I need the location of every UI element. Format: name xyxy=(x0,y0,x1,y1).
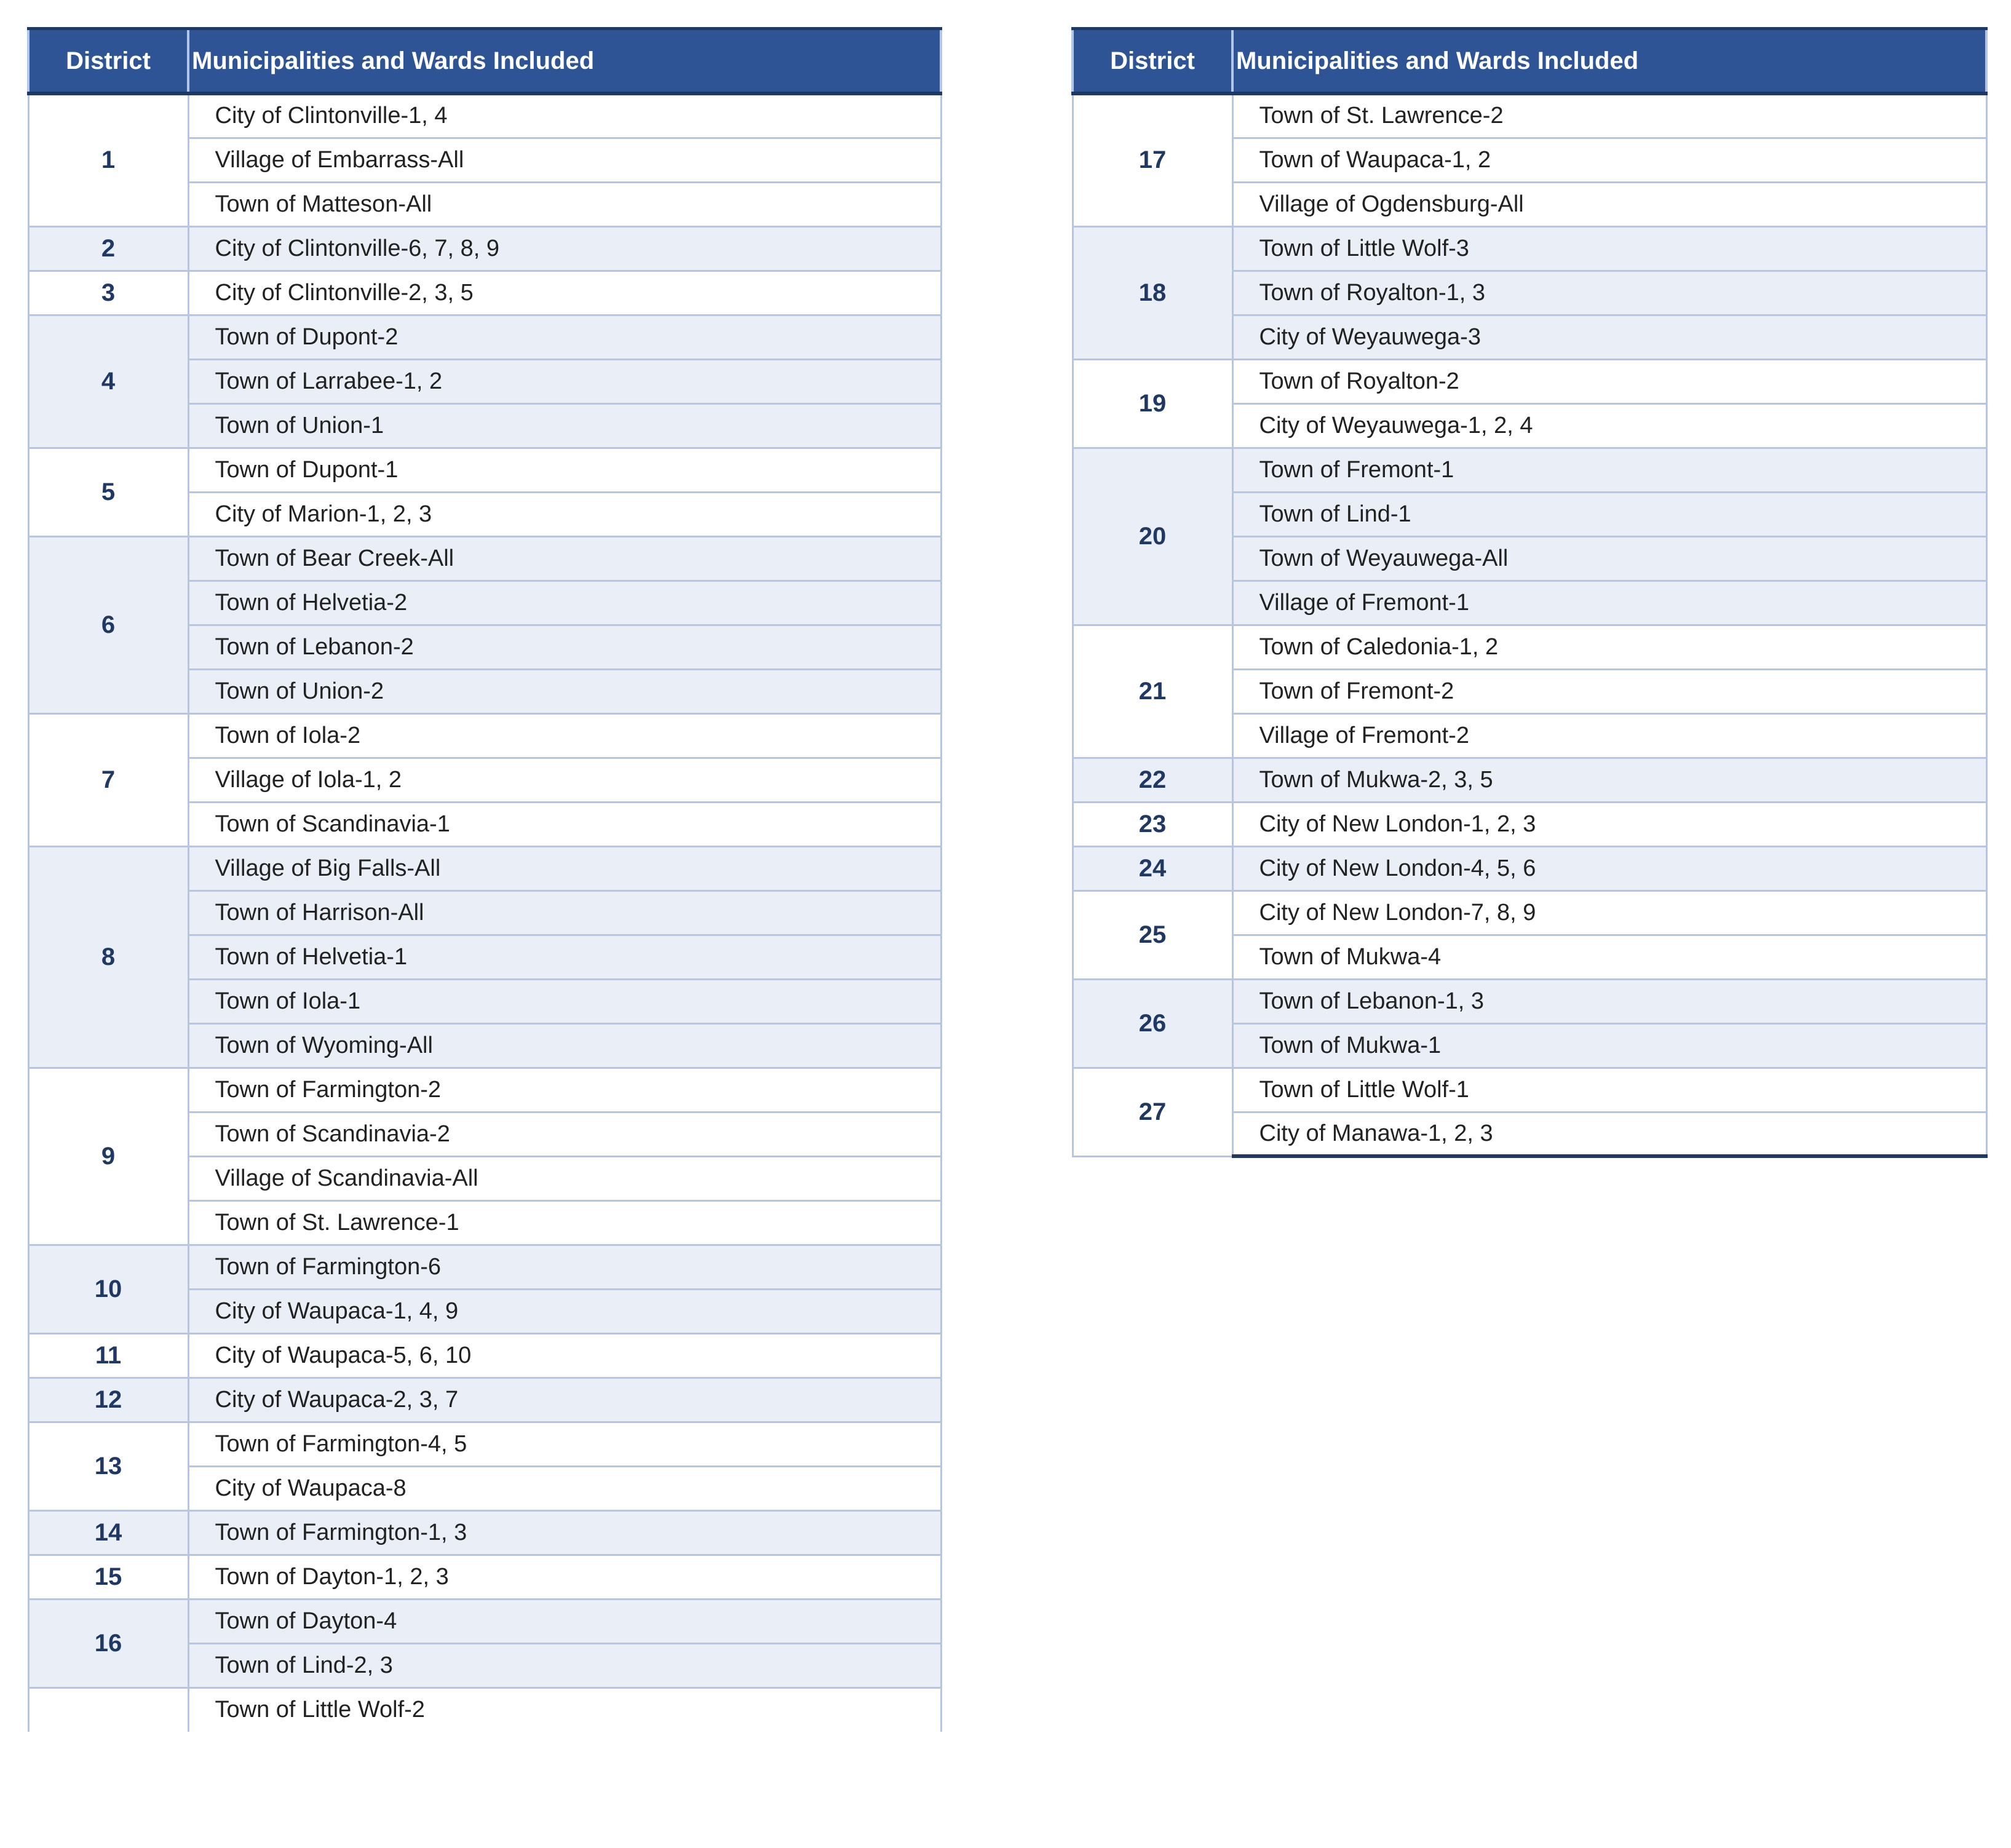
municipality-ward-cell: City of Manawa-1, 2, 3 xyxy=(1232,1112,1986,1156)
district-number: 21 xyxy=(1073,625,1232,758)
municipalities-column-header: Municipalities and Wards Included xyxy=(1232,29,1986,94)
table-row xyxy=(28,1245,941,1289)
table-row xyxy=(28,271,941,315)
municipality-ward-cell: Town of Helvetia-1 xyxy=(188,935,941,979)
district-column-header: District xyxy=(1073,29,1232,94)
district-number: 4 xyxy=(28,315,188,448)
municipality-ward-cell: City of Weyauwega-1, 2, 4 xyxy=(1232,403,1986,448)
district-number: 2 xyxy=(28,226,188,271)
table-body xyxy=(1073,93,1986,1156)
district-number: 19 xyxy=(1073,359,1232,448)
municipality-ward-cell: Town of Helvetia-2 xyxy=(188,581,941,625)
district-number: 15 xyxy=(28,1555,188,1599)
municipality-ward-cell: Town of St. Lawrence-1 xyxy=(188,1200,941,1245)
table-row xyxy=(28,1510,941,1555)
district-number: 16 xyxy=(28,1599,188,1687)
table-row xyxy=(28,1687,941,1732)
municipality-ward-cell: Town of Fremont-1 xyxy=(1232,448,1986,492)
municipality-ward-cell: City of New London-4, 5, 6 xyxy=(1232,846,1986,890)
district-number: 9 xyxy=(28,1068,188,1245)
district-number: 8 xyxy=(28,846,188,1068)
table-row xyxy=(1073,448,1986,492)
table-row xyxy=(28,1599,941,1643)
municipality-ward-cell: Town of Wyoming-All xyxy=(188,1023,941,1068)
municipality-ward-cell: City of Waupaca-1, 4, 9 xyxy=(188,1289,941,1333)
municipality-ward-cell: Town of Little Wolf-3 xyxy=(1232,226,1986,271)
table-row xyxy=(28,846,941,890)
district-number: 14 xyxy=(28,1510,188,1555)
municipality-ward-cell: Town of Larrabee-1, 2 xyxy=(188,359,941,403)
municipality-ward-cell: Town of Lind-1 xyxy=(1232,492,1986,536)
header-row xyxy=(28,29,941,94)
district-number: 27 xyxy=(1073,1068,1232,1156)
municipality-ward-cell: City of Clintonville-2, 3, 5 xyxy=(188,271,941,315)
district-table-left xyxy=(27,27,942,1732)
municipality-ward-cell: Town of Scandinavia-1 xyxy=(188,802,941,846)
table-row xyxy=(1073,359,1986,403)
table-row xyxy=(1073,93,1986,138)
municipality-ward-cell: Town of Harrison-All xyxy=(188,890,941,935)
municipality-ward-cell: Town of Little Wolf-2 xyxy=(188,1687,941,1732)
district-number: 20 xyxy=(1073,448,1232,625)
table-row xyxy=(1073,1068,1986,1112)
municipality-ward-cell: Town of Farmington-6 xyxy=(188,1245,941,1289)
table-row xyxy=(28,93,941,138)
district-number: 26 xyxy=(1073,979,1232,1068)
district-number: 10 xyxy=(28,1245,188,1333)
district-number: 25 xyxy=(1073,890,1232,979)
municipality-ward-cell: Town of Iola-2 xyxy=(188,713,941,758)
municipality-ward-cell: Town of Scandinavia-2 xyxy=(188,1112,941,1156)
table-body xyxy=(28,93,941,1732)
municipality-ward-cell: Village of Embarrass-All xyxy=(188,138,941,182)
municipality-ward-cell: Village of Iola-1, 2 xyxy=(188,758,941,802)
district-number: 6 xyxy=(28,536,188,713)
table-row xyxy=(28,1378,941,1422)
district-number: 13 xyxy=(28,1422,188,1510)
municipality-ward-cell: Town of Union-2 xyxy=(188,669,941,713)
municipality-ward-cell: Village of Big Falls-All xyxy=(188,846,941,890)
table-row xyxy=(28,448,941,492)
table-row xyxy=(28,1422,941,1466)
municipality-ward-cell: Town of Waupaca-1, 2 xyxy=(1232,138,1986,182)
table-row xyxy=(28,226,941,271)
municipality-ward-cell: Town of Mukwa-2, 3, 5 xyxy=(1232,758,1986,802)
municipality-ward-cell: Village of Fremont-1 xyxy=(1232,581,1986,625)
table-row xyxy=(1073,802,1986,846)
table-row xyxy=(1073,226,1986,271)
municipality-ward-cell: City of Clintonville-1, 4 xyxy=(188,93,941,138)
municipality-ward-cell: Town of Lind-2, 3 xyxy=(188,1643,941,1687)
municipality-ward-cell: Town of Farmington-2 xyxy=(188,1068,941,1112)
table-row xyxy=(28,1068,941,1112)
municipality-ward-cell: Town of St. Lawrence-2 xyxy=(1232,93,1986,138)
table-row xyxy=(28,1333,941,1378)
table-row xyxy=(1073,846,1986,890)
municipality-ward-cell: Town of Bear Creek-All xyxy=(188,536,941,581)
municipality-ward-cell: Village of Scandinavia-All xyxy=(188,1156,941,1200)
municipalities-column-header: Municipalities and Wards Included xyxy=(188,29,941,94)
municipality-ward-cell: Town of Iola-1 xyxy=(188,979,941,1023)
district-number: 11 xyxy=(28,1333,188,1378)
municipality-ward-cell: Town of Dupont-1 xyxy=(188,448,941,492)
municipality-ward-cell: Village of Ogdensburg-All xyxy=(1232,182,1986,226)
municipality-ward-cell: City of Weyauwega-3 xyxy=(1232,315,1986,359)
municipality-ward-cell: Town of Royalton-2 xyxy=(1232,359,1986,403)
district-number: 1 xyxy=(28,93,188,226)
district-number: 3 xyxy=(28,271,188,315)
district-number: 12 xyxy=(28,1378,188,1422)
municipality-ward-cell: Town of Farmington-1, 3 xyxy=(188,1510,941,1555)
municipality-ward-cell: Town of Farmington-4, 5 xyxy=(188,1422,941,1466)
district-number: 17 xyxy=(1073,93,1232,226)
district-column-header: District xyxy=(28,29,188,94)
table-row xyxy=(28,1555,941,1599)
municipality-ward-cell: Town of Royalton-1, 3 xyxy=(1232,271,1986,315)
municipality-ward-cell: Village of Fremont-2 xyxy=(1232,713,1986,758)
municipality-ward-cell: Town of Matteson-All xyxy=(188,182,941,226)
district-number: 24 xyxy=(1073,846,1232,890)
municipality-ward-cell: Town of Fremont-2 xyxy=(1232,669,1986,713)
district-number xyxy=(28,1687,188,1732)
municipality-ward-cell: Town of Dayton-4 xyxy=(188,1599,941,1643)
municipality-ward-cell: Town of Union-1 xyxy=(188,403,941,448)
municipality-ward-cell: City of Waupaca-8 xyxy=(188,1466,941,1510)
municipality-ward-cell: Town of Mukwa-4 xyxy=(1232,935,1986,979)
table-row xyxy=(28,713,941,758)
municipality-ward-cell: City of New London-1, 2, 3 xyxy=(1232,802,1986,846)
header-row xyxy=(1073,29,1986,94)
municipality-ward-cell: Town of Caledonia-1, 2 xyxy=(1232,625,1986,669)
table-row xyxy=(28,536,941,581)
table-row xyxy=(1073,758,1986,802)
table-row xyxy=(28,315,941,359)
table-row xyxy=(1073,625,1986,669)
municipality-ward-cell: City of Marion-1, 2, 3 xyxy=(188,492,941,536)
municipality-ward-cell: Town of Dayton-1, 2, 3 xyxy=(188,1555,941,1599)
municipality-ward-cell: Town of Little Wolf-1 xyxy=(1232,1068,1986,1112)
municipality-ward-cell: City of Waupaca-5, 6, 10 xyxy=(188,1333,941,1378)
municipality-ward-cell: Town of Mukwa-1 xyxy=(1232,1023,1986,1068)
municipality-ward-cell: City of Clintonville-6, 7, 8, 9 xyxy=(188,226,941,271)
table-row xyxy=(1073,890,1986,935)
district-number: 18 xyxy=(1073,226,1232,359)
district-number: 5 xyxy=(28,448,188,536)
municipality-ward-cell: City of New London-7, 8, 9 xyxy=(1232,890,1986,935)
district-number: 22 xyxy=(1073,758,1232,802)
municipality-ward-cell: Town of Lebanon-1, 3 xyxy=(1232,979,1986,1023)
municipality-ward-cell: Town of Lebanon-2 xyxy=(188,625,941,669)
district-number: 23 xyxy=(1073,802,1232,846)
table-row xyxy=(1073,979,1986,1023)
district-number: 7 xyxy=(28,713,188,846)
municipality-ward-cell: City of Waupaca-2, 3, 7 xyxy=(188,1378,941,1422)
municipality-ward-cell: Town of Weyauwega-All xyxy=(1232,536,1986,581)
district-table-right xyxy=(1071,27,1988,1158)
municipality-ward-cell: Town of Dupont-2 xyxy=(188,315,941,359)
